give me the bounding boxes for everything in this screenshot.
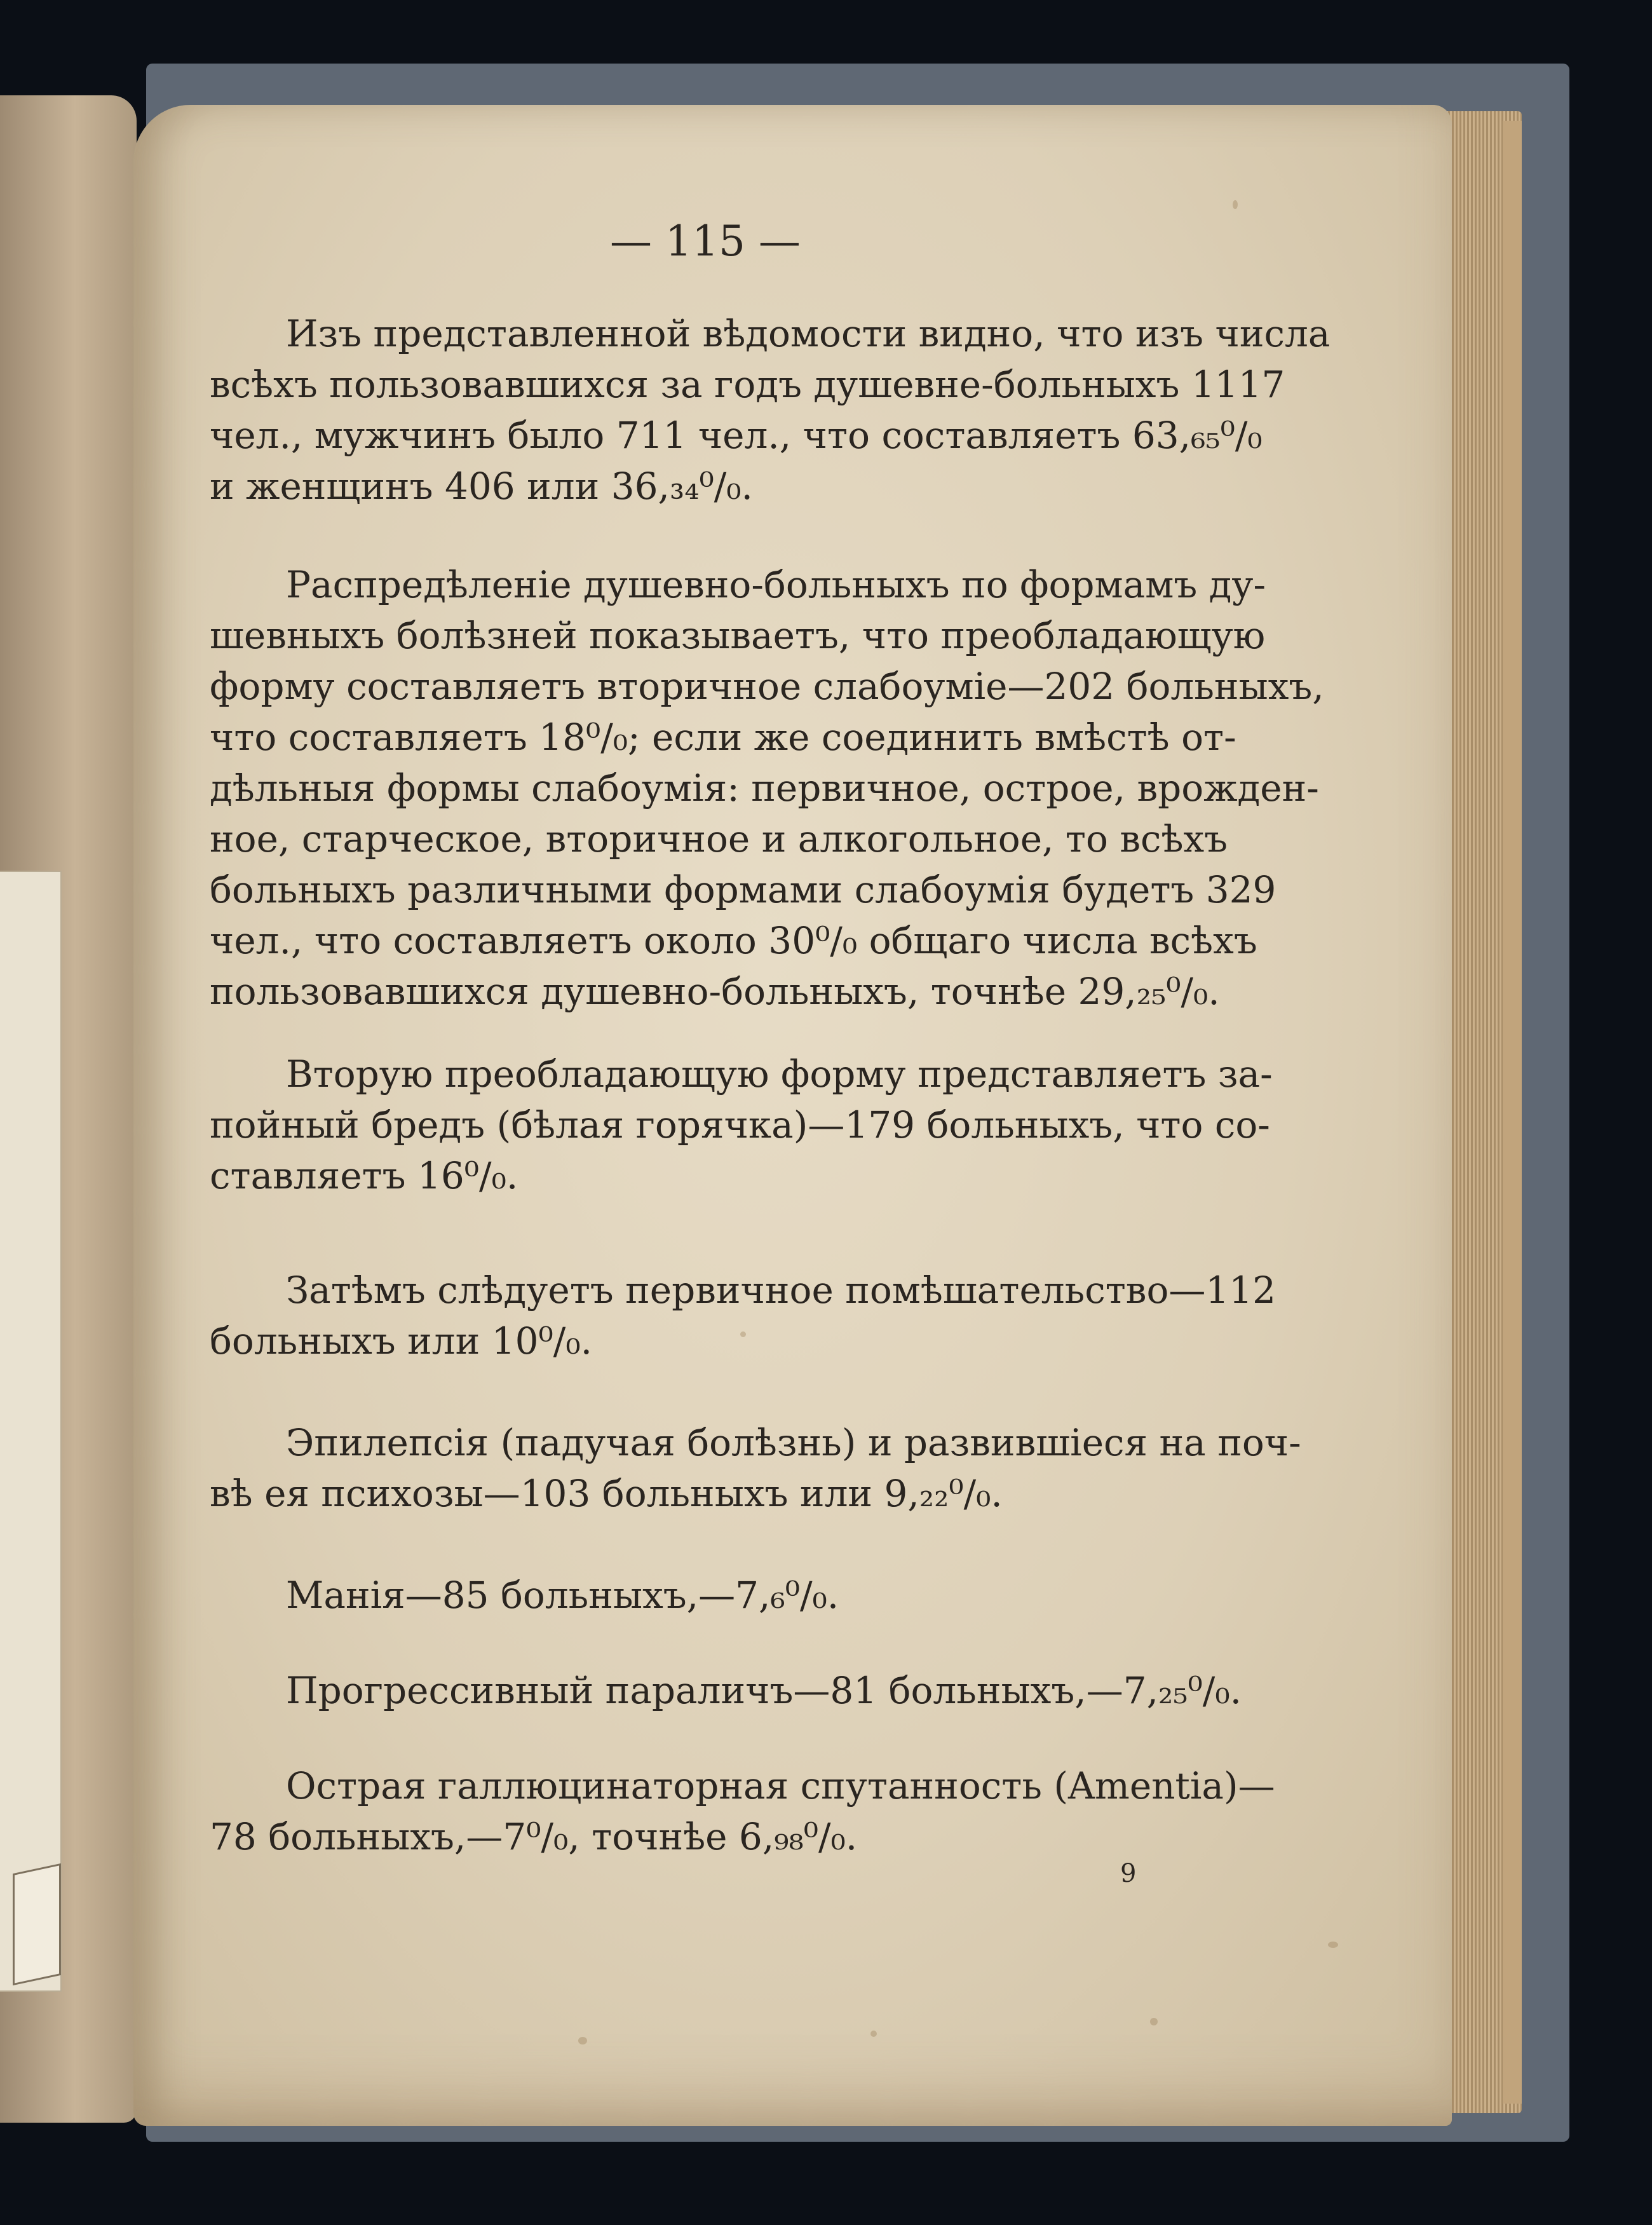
paper-slip [0, 871, 62, 1992]
paragraph-3 [210, 1049, 1273, 1201]
paragraph-8 [210, 1760, 1275, 1862]
paper-slip-tab [13, 1863, 61, 1985]
text-line: чел., мужчинъ было 711 чел., что составляетъ 63,₆₅⁰/₀ [210, 414, 1263, 457]
text-line: дѣльныя формы слабоумія: первичное, острое, врожден- [210, 766, 1319, 810]
text-line: Вторую преобладающую форму представляетъ за- [286, 1052, 1273, 1096]
text-line: Острая галлюцинаторная спутанность (Amentia)— [286, 1764, 1275, 1807]
text-line: Прогрессивный параличъ—81 больныхъ,—7,₂₅⁰/₀. [286, 1669, 1242, 1712]
text-line: Изъ представленной вѣдомости видно, что изъ числа [286, 312, 1330, 355]
text-line: Эпилепсія (падучая болѣзнь) и развившіеся на поч- [286, 1421, 1301, 1464]
text-line: и женщинъ 406 или 36,₃₄⁰/₀. [210, 465, 753, 508]
text-line: всѣхъ пользовавшихся за годъ душевне-больныхъ 1117 [210, 363, 1285, 406]
text-line: вѣ ея психозы—103 больныхъ или 9,₂₂⁰/₀. [210, 1472, 1003, 1515]
text-line: Затѣмъ слѣдуетъ первичное помѣшательство—112 [286, 1269, 1276, 1312]
paragraph-6 [210, 1570, 1188, 1621]
paragraph-7 [210, 1665, 1242, 1716]
text-line: что составляетъ 18⁰/₀; если же соединить вмѣстѣ от- [210, 716, 1236, 759]
text-line: больныхъ различными формами слабоумія будетъ 329 [210, 868, 1276, 911]
text-line: Распредѣленіе душевно-больныхъ по формамъ ду- [286, 563, 1266, 606]
text-line: 78 больныхъ,—7⁰/₀, точнѣе 6,₉₈⁰/₀. [210, 1815, 858, 1858]
paragraph-2 [210, 559, 1324, 1017]
text-line: Манія—85 больныхъ,—7,₆⁰/₀. [286, 1574, 839, 1617]
text-line: больныхъ или 10⁰/₀. [210, 1319, 593, 1363]
paragraph-4 [210, 1265, 1276, 1366]
page-block-edge-shadow [1503, 121, 1522, 2104]
page-number: — 115 — [610, 217, 801, 266]
text-line: форму составляетъ вторичное слабоуміе—202 больныхъ, [210, 665, 1324, 708]
text-line: пойный бредъ (бѣлая горячка)—179 больныхъ, что со- [210, 1103, 1270, 1147]
text-line: шевныхъ болѣзней показываетъ, что преобладающую [210, 614, 1266, 657]
paragraph-5 [210, 1417, 1301, 1519]
signature-mark: 9 [1120, 1859, 1137, 1888]
text-line: ставляетъ 16⁰/₀. [210, 1154, 518, 1197]
text-line: ное, старческое, вторичное и алкогольное, то всѣхъ [210, 817, 1228, 861]
text-line: пользовавшихся душевно-больныхъ, точнѣе 29,₂₅⁰/₀. [210, 970, 1220, 1013]
text-line: чел., что составляетъ около 30⁰/₀ общаго числа всѣхъ [210, 919, 1257, 962]
paragraph-1 [210, 308, 1330, 512]
